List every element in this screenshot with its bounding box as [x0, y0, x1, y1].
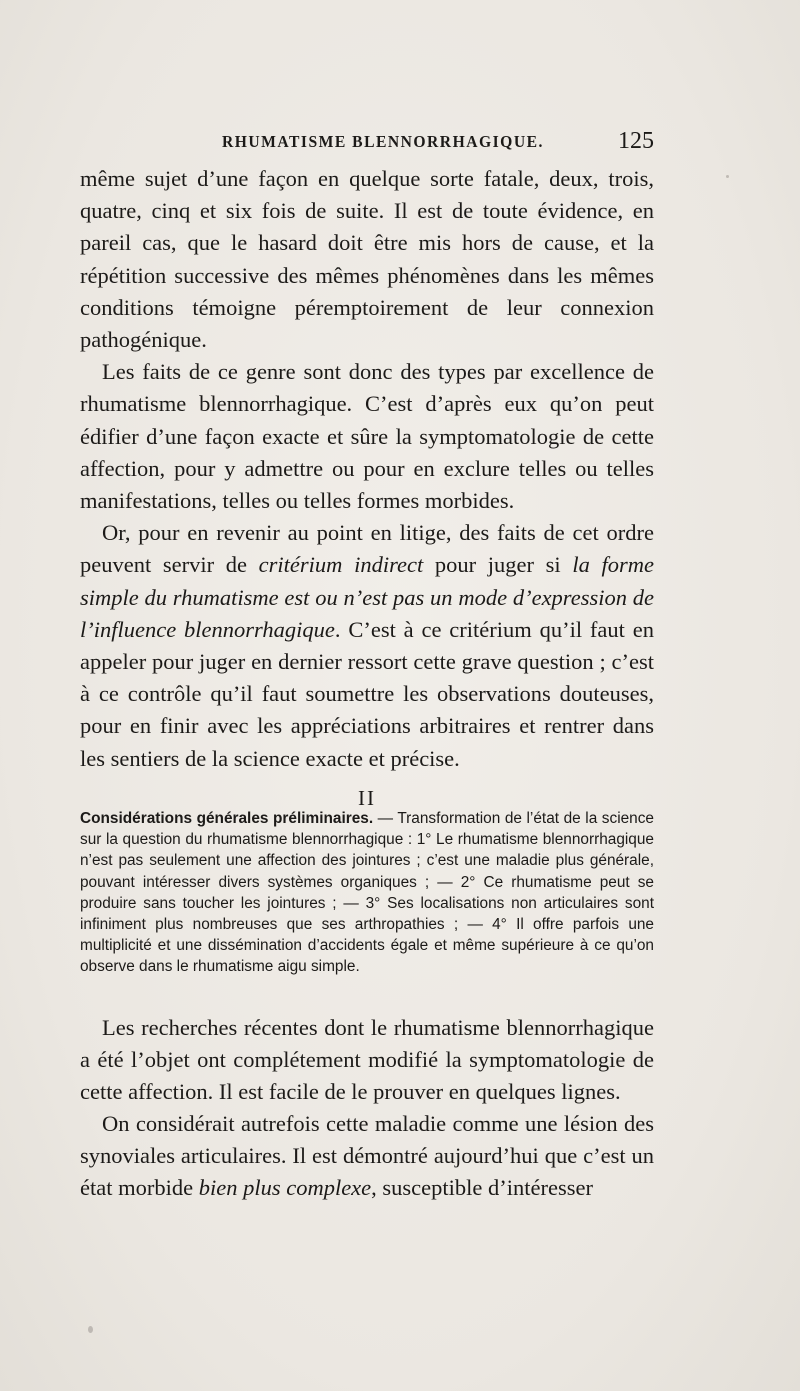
paragraph-3-italic-b: la forme simple du rhumatisme est ou n’est pas un mode d’expression de l’influence blennorrhagique [80, 552, 654, 642]
section-numeral: II [358, 786, 376, 810]
paragraph-3-text-b: pour juger si [423, 552, 573, 578]
paragraph-5-italic: bien plus complexe [198, 1175, 372, 1200]
paragraph-3-italic-a: critérium indirect [258, 552, 424, 578]
paragraph-5 [80, 1108, 654, 1204]
body-text-top [80, 163, 654, 775]
paragraph-1: même sujet d’une façon en quelque sorte fatale, deux, trois, quatre, cinq et six fois de suite. Il est de toute évidence, en pareil cas, que le hasard doit être mis hors de cause, et la répétition successive des mêmes phénomènes dans les mêmes conditions témoigne péremptoirement de leur connexion pathogénique. [80, 166, 654, 353]
running-head [82, 128, 654, 158]
paragraph-5-text-a: On considérait autrefois cette maladie comme une lésion des synoviales articulaires. Il est démontré aujourd’hui que c’est un état morbide [80, 1111, 654, 1200]
running-head-title: RHUMATISME BLENNORRHAGIQUE. [222, 132, 544, 151]
paragraph-4: Les recherches récentes dont le rhumatisme blennorrhagique a été l’objet ont complétement modifié la symptomatologie de cette affection. Il est facile de le prouver en quelques lignes. [80, 1015, 654, 1104]
paper-speck [726, 175, 729, 178]
summary-paragraph [80, 808, 654, 978]
page-number: 125 [618, 128, 654, 154]
paragraph-2: Les faits de ce genre sont donc des types par excellence de rhumatisme blennorrhagique. C’est d’après eux qu’on peut édifier d’une façon exacte et sûre la symptomatologie de cette affection, pour y admettre ou pour en exclure telles ou telles manifestations, telles ou telles formes morbides. [80, 359, 654, 514]
paper-speck [88, 1326, 93, 1333]
paragraph-3-text-a: Or, pour en revenir au point en litige, des faits de cet ordre peuvent servir de [80, 520, 654, 578]
summary-lead: Considérations générales préliminaires. [80, 810, 374, 827]
section-summary [80, 808, 654, 978]
paragraph-3 [80, 517, 654, 775]
body-text-bottom [80, 1012, 654, 1204]
summary-text: — Transformation de l’état de la science sur la question du rhumatisme blennorrhagique : 1° Le rhumatisme blennorrhagique n’est pas seulement une affection des jointures ; c’est une maladie plus générale, pouvant intéresser divers systèmes organiques ; — 2° Ce rhumatisme peut se produire sans toucher les jointures ; — 3° Ses localisations non articulaires sont infiniment plus nombreuses que ses arthropathies ; — 4° Il offre parfois une multiplicité et une dissémination d’accidents égale et même supérieure à ce qu’on observe dans le rhumatisme aigu simple. [80, 810, 654, 976]
paragraph-5-text-b: , susceptible d’intéresser [371, 1175, 593, 1200]
paragraph-3-text-c: . C’est à ce critérium qu’il faut en appeler pour juger en dernier ressort cette grave question ; c’est à ce contrôle qu’il faut soumettre les observations douteuses, pour en finir avec les appréciations arbitraires et rentrer dans les sentiers de la science exacte et précise. [80, 616, 654, 771]
